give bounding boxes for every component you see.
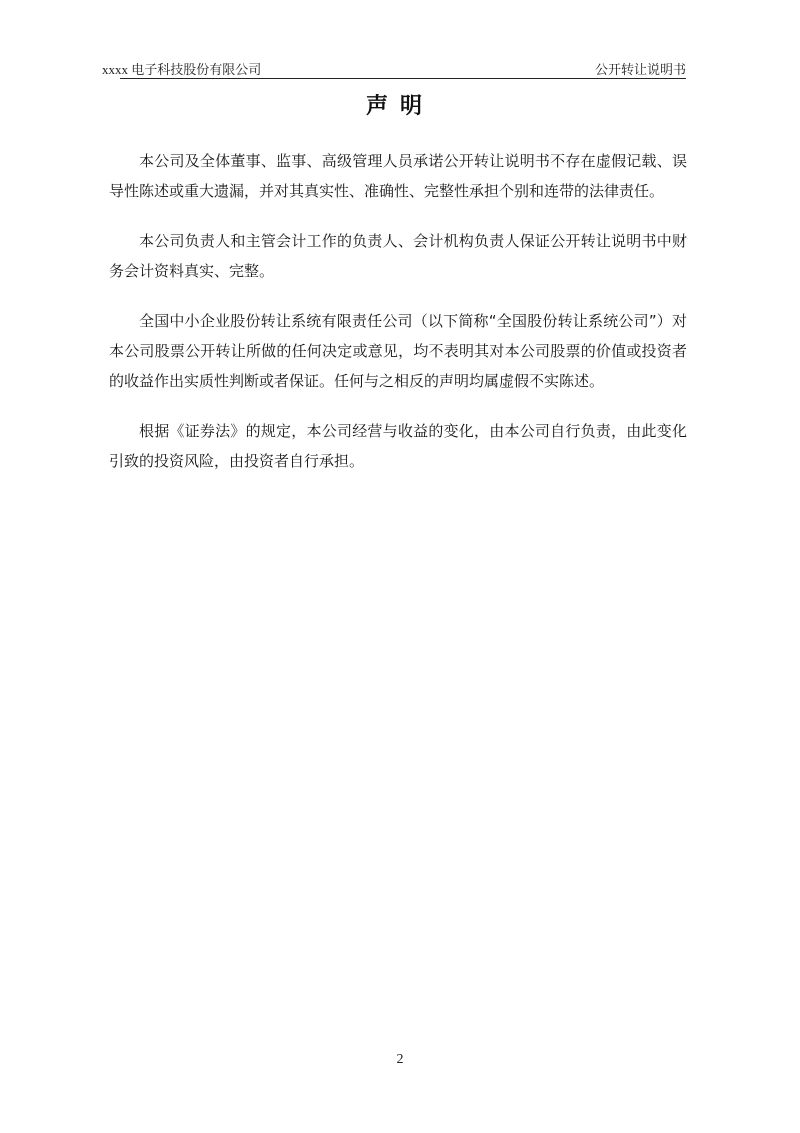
header-divider: [120, 78, 686, 79]
page-number: 2: [396, 1052, 404, 1067]
header-company-name: xxxx 电子科技股份有限公司: [102, 62, 262, 77]
page-header: [102, 56, 686, 78]
paragraph-responsibility: 本公司及全体董事、监事、高级管理人员承诺公开转让说明书不存在虚假记载、误导性陈述或重大遗漏，并对其真实性、准确性、完整性承担个别和连带的法律责任。: [109, 152, 687, 200]
paragraph-securities-law: 根据《证券法》的规定，本公司经营与收益的变化，由本公司自行负责，由此变化引致的投资风险，由投资者自行承担。: [109, 422, 687, 470]
paragraph-neeq-disclaimer: 全国中小企业股份转让系统有限责任公司（以下简称“全国股份转让系统公司”）对本公司股票公开转让所做的任何决定或意见，均不表明其对本公司股票的价值或投资者的收益作出实质性判断或者保证。任何与之相反的声明均属虚假不实陈述。: [109, 312, 687, 390]
paragraph-financial-data: 本公司负责人和主管会计工作的负责人、会计机构负责人保证公开转让说明书中财务会计资料真实、完整。: [109, 232, 687, 280]
page-title: 声明: [365, 94, 434, 119]
declaration-body: [109, 146, 687, 496]
header-document-title: 公开转让说明书: [594, 62, 686, 77]
